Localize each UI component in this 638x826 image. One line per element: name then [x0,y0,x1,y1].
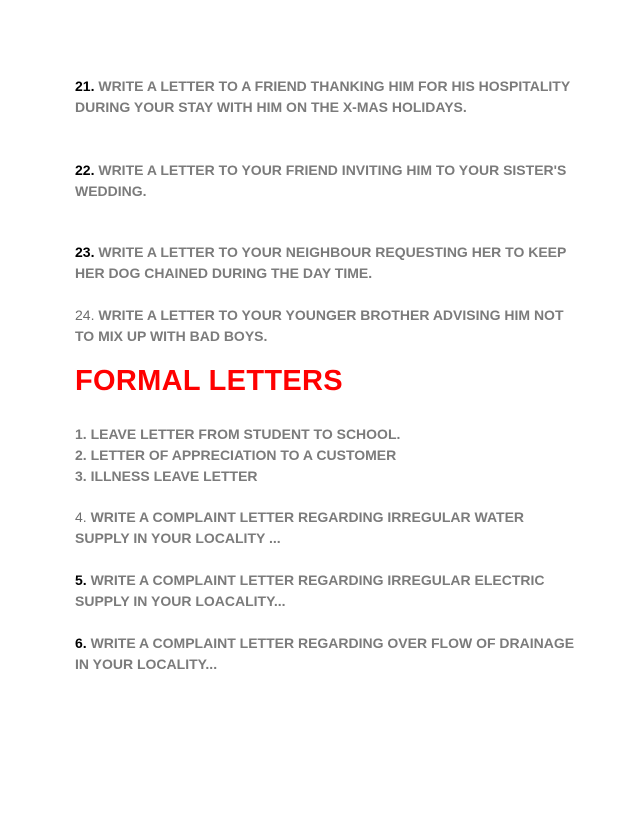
item-number: 5. [75,572,87,588]
formal-item-6 [75,633,575,675]
formal-list-item-1: 1. LEAVE LETTER FROM STUDENT TO SCHOOL. [75,426,401,442]
formal-list-item-2: 2. LETTER OF APPRECIATION TO A CUSTOMER [75,447,397,463]
informal-item-24 [75,305,575,347]
formal-item-4 [75,507,575,549]
formal-list-item-3: 3. ILLNESS LEAVE LETTER [75,468,258,484]
item-number: 24. [75,307,95,323]
item-number: 23. [75,244,95,260]
item-text: WRITE A COMPLAINT LETTER REGARDING IRREGULAR WATER SUPPLY IN YOUR LOCALITY ... [75,509,525,546]
informal-item-21 [75,76,575,118]
informal-item-22 [75,160,575,202]
item-text: WRITE A LETTER TO YOUR NEIGHBOUR REQUESTING HER TO KEEP HER DOG CHAINED DURING THE DAY TIME. [75,244,567,281]
item-number: 4. [75,509,87,525]
item-text: WRITE A LETTER TO A FRIEND THANKING HIM FOR HIS HOSPITALITY DURING YOUR STAY WITH HIM ON THE X-MAS HOLIDAYS. [75,78,570,115]
formal-item-5 [75,570,575,612]
item-number: 6. [75,635,87,651]
item-text: WRITE A LETTER TO YOUR YOUNGER BROTHER ADVISING HIM NOT TO MIX UP WITH BAD BOYS. [75,307,564,344]
item-text: WRITE A COMPLAINT LETTER REGARDING IRREGULAR ELECTRIC SUPPLY IN YOUR LOACALITY... [75,572,545,609]
item-text: WRITE A LETTER TO YOUR FRIEND INVITING HIM TO YOUR SISTER'S WEDDING. [75,162,567,199]
item-number: 21. [75,78,95,94]
formal-letters-heading: FORMAL LETTERS [75,365,343,397]
item-number: 22. [75,162,95,178]
informal-item-23 [75,242,575,284]
item-text: WRITE A COMPLAINT LETTER REGARDING OVER FLOW OF DRAINAGE IN YOUR LOCALITY... [75,635,575,672]
